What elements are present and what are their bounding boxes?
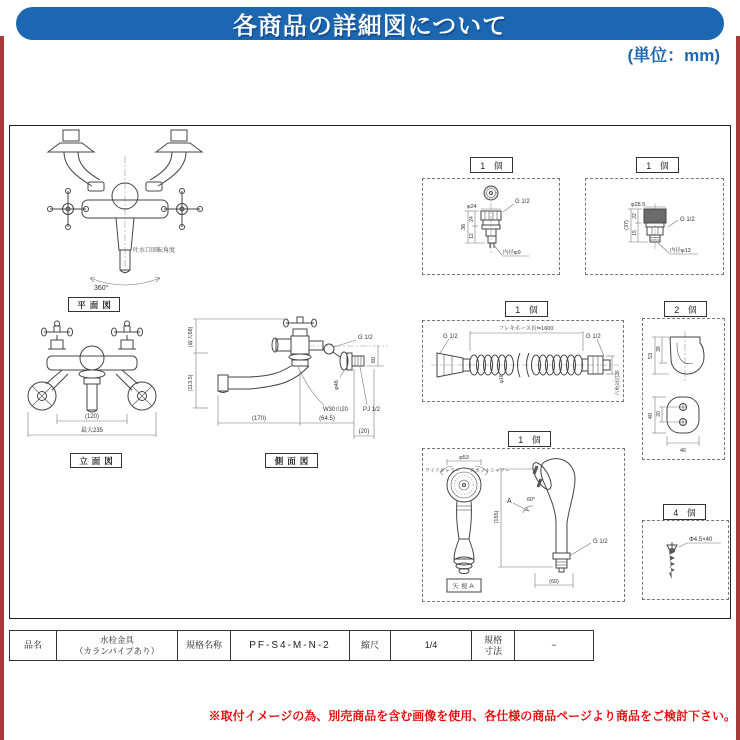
shower-height: (165) — [494, 510, 500, 524]
holder-front-inner: 20 — [656, 411, 662, 417]
hose-box — [422, 320, 624, 402]
side-dim-64-5: (64.5) — [319, 416, 335, 422]
holder-side-total: 53 — [648, 352, 654, 360]
spec-size-label: 規格 寸法 — [472, 631, 515, 660]
shower-side-lineart — [498, 459, 591, 588]
adapter-large-len-upper: 22 — [632, 213, 638, 219]
adapter-large-thread: G 1/2 — [680, 217, 695, 223]
screw-box — [642, 520, 729, 600]
elevation-dim-total: 最大235 — [80, 428, 104, 434]
shower-mode-wide: ワイドシャワー — [425, 468, 460, 474]
left-edge-bar — [0, 36, 4, 740]
adapter-small-len-upper: 24 — [469, 216, 475, 222]
shower-mode-spot: スポットシャワー — [470, 468, 510, 474]
spec-name-value: 水栓金具 （カランパイプあり） — [57, 631, 178, 660]
holder-width: 46 — [679, 448, 687, 454]
shower-drawing — [423, 449, 624, 601]
shower-box — [422, 448, 625, 602]
plan-faucet-lineart — [48, 130, 203, 285]
side-thread-w30: W30山20 — [323, 407, 349, 413]
footer-note: ※取付イメージの為、別売商品を含む画像を使用、各仕様の商品ページより商品をご検討下さい。 — [208, 709, 736, 723]
adapter-large-dia: φ28.5 — [631, 202, 646, 208]
adapter-large-lineart — [628, 203, 698, 254]
adapter-large-bore: 内径φ13 — [670, 248, 691, 254]
shower-thread: G 1/2 — [593, 539, 608, 545]
shower-qty: 1 個 — [508, 431, 551, 447]
elevation-view-drawing — [15, 318, 200, 443]
holder-qty: 2 個 — [664, 301, 707, 317]
shower-front-lineart — [440, 459, 488, 592]
adapter-large-len-lower: 15 — [632, 230, 638, 236]
side-dim-170: (170) — [251, 416, 267, 422]
right-edge-bar — [736, 36, 740, 740]
hose-thread-left: G 1/2 — [443, 334, 458, 340]
spec-name-label: 品名 — [10, 631, 57, 660]
adapter-small-bore: 内径φ9 — [503, 250, 521, 256]
adapter-small-len-total: 36 — [461, 223, 467, 231]
page-header — [16, 7, 724, 40]
adapter-large-drawing — [586, 179, 723, 274]
adapter-small-dia: φ24 — [467, 204, 477, 210]
adapter-large-len-total: (37) — [624, 220, 630, 230]
holder-front-total: 40 — [648, 412, 654, 420]
hose-hex: 六角対辺26 — [615, 370, 621, 396]
hose-thread-right: G 1/2 — [586, 334, 601, 340]
adapter-small-drawing — [423, 179, 559, 274]
screw-drawing — [643, 521, 728, 599]
side-dim-d46: φ46 — [334, 380, 340, 390]
plan-rotation-note: 吐水口回転角度 — [133, 248, 176, 254]
elevation-dim-inner: (120) — [84, 414, 100, 420]
plan-view-drawing — [20, 128, 230, 293]
hose-dia: φ16 — [499, 374, 505, 384]
unit-note: (単位：mm) — [627, 46, 720, 65]
spec-scale-value: 1/4 — [391, 631, 472, 660]
page-title: 各商品の詳細図について — [232, 13, 508, 40]
plan-view-label: 平面図 — [68, 297, 120, 312]
adapter-small-box — [422, 178, 560, 275]
screw-size: Φ4.5×40 — [689, 537, 713, 543]
adapter-large-qty: 1 個 — [636, 157, 679, 173]
elevation-view-label: 立面図 — [70, 453, 122, 468]
hose-drawing — [423, 321, 623, 401]
spec-model-label: 規格名称 — [178, 631, 231, 660]
side-dim-20: (20) — [358, 429, 370, 435]
side-dim-h-top: (最大68) — [188, 326, 194, 348]
screw-lineart — [667, 542, 721, 579]
shower-head-dia: φ53 — [459, 455, 469, 461]
side-view-drawing — [188, 313, 398, 445]
adapter-small-len-lower: 12 — [469, 233, 475, 239]
side-dim-60: 60 — [371, 356, 377, 364]
shower-width: (60) — [549, 579, 559, 585]
spec-scale-label: 縮尺 — [350, 631, 391, 660]
hose-qty: 1 個 — [505, 301, 548, 317]
spec-model-value: PF-S4-M-N-2 — [231, 631, 350, 660]
screw-qty: 4 個 — [663, 504, 706, 520]
holder-drawing — [643, 319, 724, 459]
hose-length: フレキホース長≒1600 — [498, 326, 554, 332]
plan-angle-label: 360° — [94, 285, 109, 292]
side-view-label: 側面図 — [265, 453, 318, 468]
shower-view-label: 矢視A — [452, 583, 476, 590]
side-thread-top: G 1/2 — [358, 335, 373, 341]
shower-arrow-label: A — [507, 498, 512, 505]
holder-box — [642, 318, 725, 460]
spec-table — [9, 630, 594, 661]
side-thread-pj: PJ 1/2 — [363, 407, 381, 413]
adapter-small-thread: G 1/2 — [515, 199, 530, 205]
spec-size-value: − — [551, 640, 557, 651]
adapter-large-box — [585, 178, 724, 275]
shower-angle: 60° — [527, 497, 536, 503]
adapter-small-qty: 1 個 — [470, 157, 513, 173]
holder-side-inner: 38 — [656, 346, 662, 352]
side-dim-h-mid: (113.5) — [188, 374, 194, 392]
